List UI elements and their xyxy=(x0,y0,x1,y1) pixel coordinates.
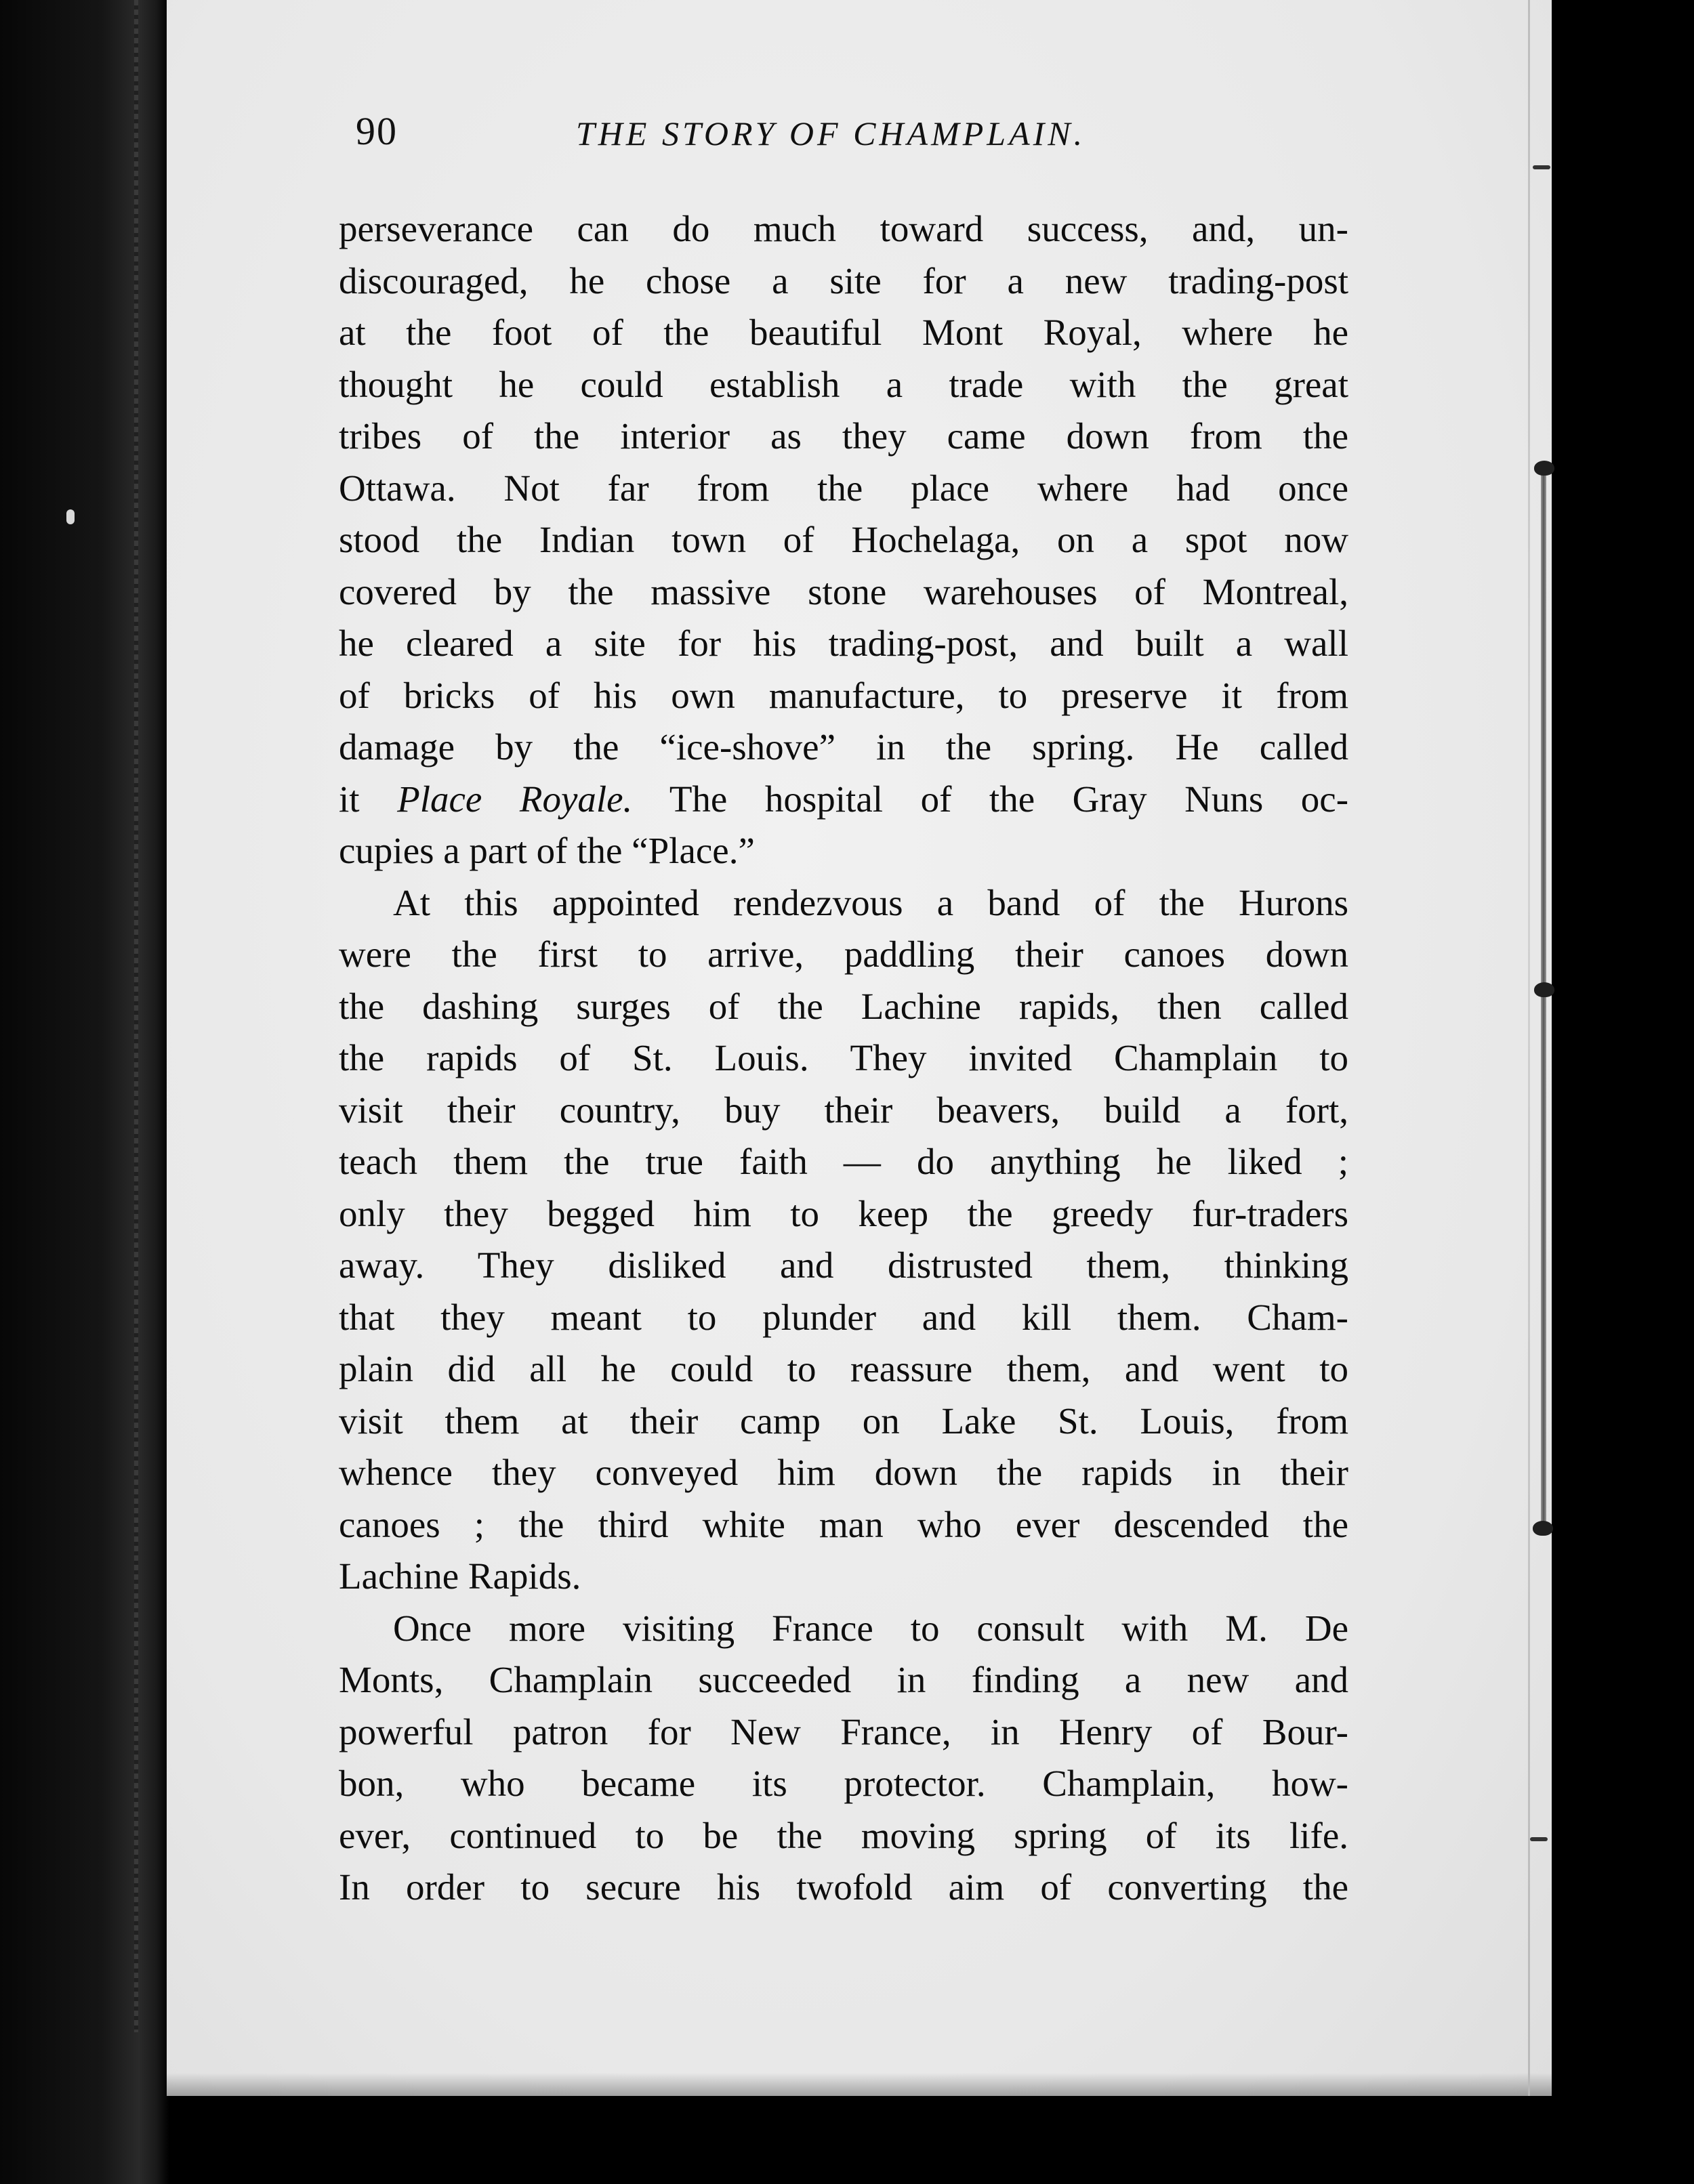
text-line: the dashing surges of the Lachine rapids, then called xyxy=(339,985,1348,1027)
text-line: the rapids of St. Louis. They invited Champlain to xyxy=(339,1037,1348,1078)
text-line: perseverance can do much toward success, and, un- xyxy=(339,208,1348,249)
text-line: discouraged, he chose a site for a new trading-post xyxy=(339,259,1348,301)
text-line: that they meant to plunder and kill them. Cham- xyxy=(339,1296,1348,1338)
text-line: at the foot of the beautiful Mont Royal, where he xyxy=(339,312,1348,353)
text-line: visit their country, buy their beavers, build a fort, xyxy=(339,1089,1348,1131)
body-text xyxy=(339,203,1348,1914)
page-bottom-shadow xyxy=(167,2073,1552,2100)
text-line: tribes of the interior as they came down from the xyxy=(339,415,1348,457)
margin-tick-upper xyxy=(1533,165,1550,169)
paragraph-first-line: At this appointed rendezvous a band of the Hurons xyxy=(393,881,1348,923)
book-spine xyxy=(0,0,169,2184)
margin-ornament-bottom xyxy=(1533,1521,1553,1536)
text-line: away. They disliked and distrusted them, thinking xyxy=(339,1244,1348,1286)
page-number: 90 xyxy=(356,109,398,153)
text-line: canoes ; the third white man who ever descended the xyxy=(339,1503,1348,1545)
line-end: The hospital of the Gray Nuns oc- xyxy=(632,778,1348,820)
text-line-with-italic xyxy=(339,774,1348,826)
text-line: powerful patron for New France, in Henry of Bour- xyxy=(339,1710,1348,1752)
text-line: only they begged him to keep the greedy fur-traders xyxy=(339,1192,1348,1234)
text-line: ever, continued to be the moving spring of its life. xyxy=(339,1814,1348,1856)
text-line: In order to secure his twofold aim of converting the xyxy=(339,1866,1348,1908)
text-line: plain did all he could to reassure them, and went to xyxy=(339,1348,1348,1389)
paragraph-end-line: cupies a part of the “Place.” xyxy=(339,830,755,871)
text-line: thought he could establish a trade with the great xyxy=(339,363,1348,405)
running-title: THE STORY OF CHAMPLAIN. xyxy=(576,114,1086,152)
text-line: of bricks of his own manufacture, to preserve it from xyxy=(339,674,1348,716)
text-line: Monts, Champlain succeeded in finding a new and xyxy=(339,1659,1348,1700)
running-head xyxy=(356,108,1352,163)
page-fold-line xyxy=(1528,0,1530,2096)
text-line: bon, who became its protector. Champlain, how- xyxy=(339,1763,1348,1804)
text-line: stood the Indian town of Hochelaga, on a spot now xyxy=(339,519,1348,560)
paragraph-end-line: Lachine Rapids. xyxy=(339,1555,581,1597)
text-line: he cleared a site for his trading-post, and built a wall xyxy=(339,623,1348,664)
text-line: damage by the “ice-shove” in the spring. He called xyxy=(339,726,1348,768)
spine-mark xyxy=(66,509,75,524)
spine-edge xyxy=(134,0,138,2032)
text-line: teach them the true faith — do anything he liked ; xyxy=(339,1141,1348,1182)
margin-ornament-top xyxy=(1534,461,1554,476)
text-line: Ottawa. Not far from the place where had once xyxy=(339,467,1348,509)
margin-tick-lower xyxy=(1530,1837,1548,1841)
text-line: visit them at their camp on Lake St. Louis, from xyxy=(339,1400,1348,1442)
text-line: were the first to arrive, paddling their canoes down xyxy=(339,933,1348,975)
right-border xyxy=(1552,0,1694,2184)
paragraph-first-line: Once more visiting France to consult with M. De xyxy=(393,1607,1348,1649)
italic-place-name: Place Royale. xyxy=(397,778,633,820)
line-start: it xyxy=(339,778,398,820)
text-line: covered by the massive stone warehouses of Montreal, xyxy=(339,570,1348,612)
margin-ornament-middle xyxy=(1534,982,1554,997)
text-line: whence they conveyed him down the rapids in their xyxy=(339,1452,1348,1493)
